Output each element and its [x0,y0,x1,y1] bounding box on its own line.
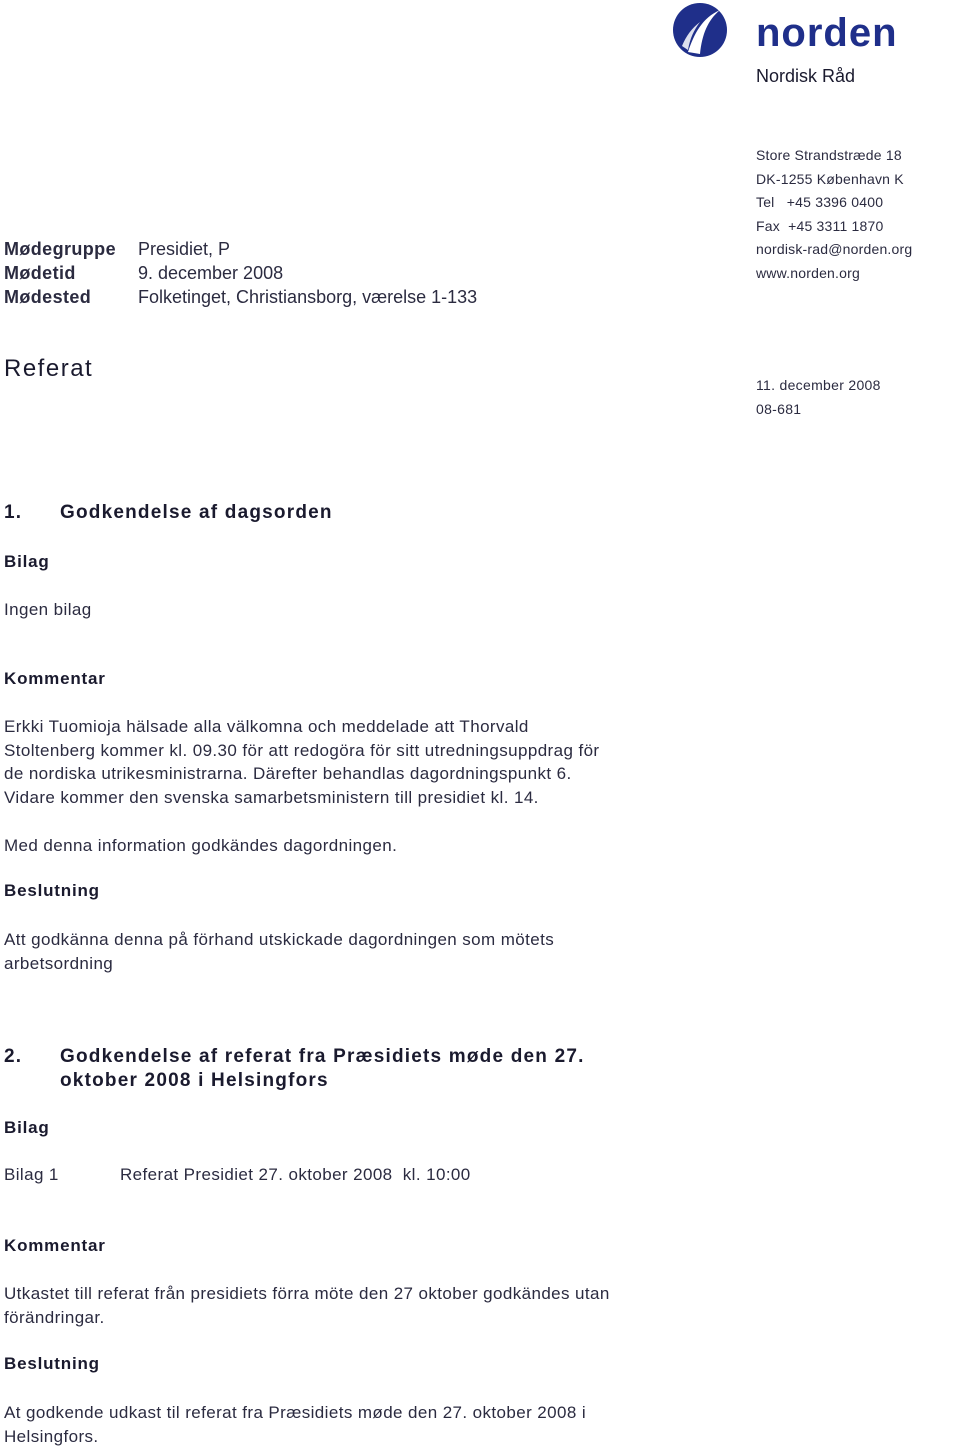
meeting-time-label: Mødetid [4,263,138,284]
section-1-beslutning-line: Att godkänna denna på förhand utskickade dagordningen som mötets [4,928,724,952]
section-1-beslutning-line: arbetsordning [4,952,724,976]
section-2-beslutning-line: At godkende udkast til referat fra Præsidiets møde den 27. oktober 2008 i [4,1401,724,1425]
section-1-kommentar-line: Stoltenberg kommer kl. 09.30 för att redogöra för sitt utredningsuppdrag för [4,739,724,763]
norden-logo [672,2,957,60]
address-street: Store Strandstræde 18 [756,147,902,163]
section-2-kommentar-line: Utkastet till referat från presidiets förra möte den 27 oktober godkändes utan [4,1282,724,1306]
section-1-kommentar-label: Kommentar [4,669,106,689]
section-1-bilag-label: Bilag [4,552,50,572]
section-2-bilag-text: Referat Presidiet 27. oktober 2008 kl. 10:00 [120,1165,471,1184]
section-1-title: Godkendelse af dagsorden [60,501,333,525]
norden-swan-icon [672,2,957,60]
section-2-title [60,1045,585,1093]
section-1-kommentar-extra: Med denna information godkändes dagordningen. [4,834,724,858]
logo-wordmark: norden [756,11,898,55]
section-2-bilag-item [4,1165,471,1185]
document-date: 11. december 2008 [756,377,881,393]
section-1-kommentar-line: Vidare kommer den svenska samarbetsministern till presidiet kl. 14. [4,786,724,810]
section-2-beslutning-line: Helsingfors. [4,1425,724,1448]
meeting-group-row [4,239,230,260]
section-2-kommentar-label: Kommentar [4,1236,106,1256]
section-1-kommentar-line: Erkki Tuomioja hälsade alla välkomna och meddelade att Thorvald [4,715,724,739]
section-1-number: 1. [4,501,60,525]
meeting-time-row [4,263,283,284]
meeting-time-value: 9. december 2008 [138,263,283,283]
section-2-beslutning-text [4,1401,724,1448]
section-2-heading [4,1045,585,1093]
address-website: www.norden.org [756,265,860,281]
organization-name: Nordisk Råd [756,66,855,87]
section-2-beslutning-label: Beslutning [4,1354,100,1374]
meeting-group-label: Mødegruppe [4,239,138,260]
section-2-bilag-label: Bilag [4,1118,50,1138]
section-1-bilag-text: Ingen bilag [4,598,724,622]
meeting-place-value: Folketinget, Christiansborg, værelse 1-133 [138,287,477,307]
section-1-beslutning-label: Beslutning [4,881,100,901]
section-2-title-line: oktober 2008 i Helsingfors [60,1069,585,1093]
section-1-heading [4,501,333,525]
section-2-number: 2. [4,1045,60,1069]
section-2-kommentar-line: förändringar. [4,1306,724,1330]
meeting-place-label: Mødested [4,287,138,308]
address-email: nordisk-rad@norden.org [756,241,912,257]
address-city: DK-1255 København K [756,171,904,187]
address-fax: Fax +45 3311 1870 [756,218,884,234]
section-1-kommentar-text [4,715,724,809]
section-2-bilag-number: Bilag 1 [4,1165,120,1185]
section-2-kommentar-text [4,1282,724,1329]
meeting-group-value: Presidiet, P [138,239,230,259]
section-2-title-line: Godkendelse af referat fra Præsidiets møde den 27. [60,1045,585,1069]
section-1-beslutning-text [4,928,724,975]
section-1-kommentar-line: de nordiska utrikesministrarna. Därefter behandlas dagordningspunkt 6. [4,762,724,786]
document-title: Referat [4,355,93,383]
meeting-place-row [4,287,477,308]
address-phone: Tel +45 3396 0400 [756,194,883,210]
document-reference: 08-681 [756,401,801,417]
